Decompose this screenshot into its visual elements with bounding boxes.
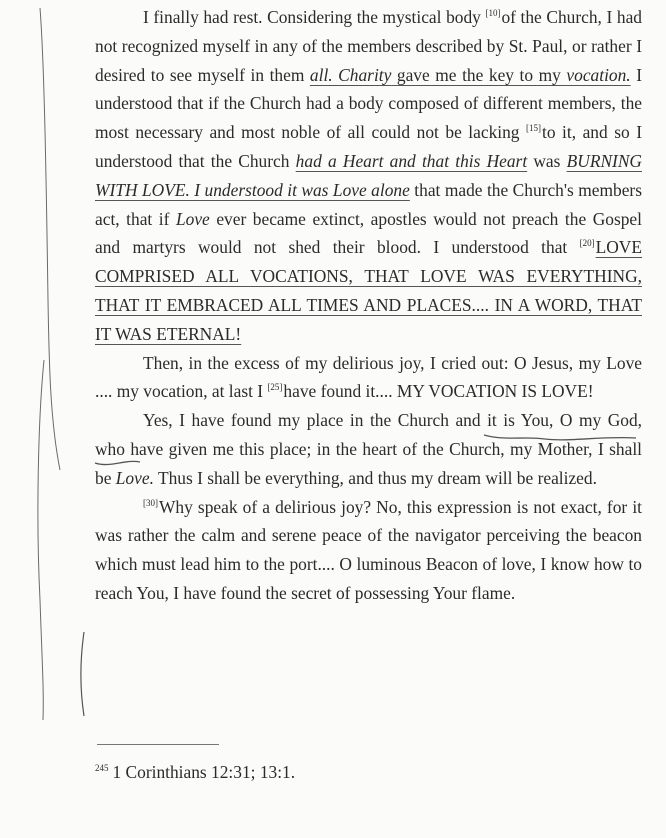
footnote-divider [97, 744, 219, 745]
line-marker-15: [15] [526, 123, 542, 134]
p1-emph-charity: all. Charity [309, 64, 392, 85]
p1-emph-burning: BURNING WITH LOVE. I understood it was Love alone [95, 150, 642, 200]
p1-caps-love-comprised: LOVE COMPRISED ALL VOCATIONS, THAT LOVE WAS EVERYTHING, THAT IT EMBRACED ALL TIMES AND PLACES.... IN A WORD, THAT IT WAS ETERNAL! [95, 237, 642, 344]
p1-text: that made the Church's members act, that if [95, 179, 642, 229]
footnote-number: 245 [95, 763, 109, 773]
p1-underlined: gave me the key to my [391, 64, 567, 85]
p2-text: have found it.... MY VOCATION IS LOVE! [283, 381, 594, 402]
line-marker-10: [10] [485, 8, 501, 18]
main-text [95, 3, 642, 608]
footnote-text: 1 Corinthians 12:31; 13:1. [112, 762, 296, 782]
paragraph-4 [95, 493, 642, 608]
line-marker-30: [30] [143, 497, 158, 508]
p1-text: I understood that if the Church had a body composed of different members, the most necessary and most noble of all could not be lacking [95, 64, 642, 143]
p1-emph-love: Love [175, 208, 210, 229]
footnote [95, 759, 295, 785]
line-marker-25: [25] [267, 382, 283, 393]
p1-text: to it, and so I understood that the Church [95, 122, 642, 171]
p2-text: Then, in the excess of my delirious joy, I cried out: O Jesus, my Love .... my vocation, at last I [95, 352, 642, 402]
paragraph-2 [95, 349, 642, 407]
paragraph-3 [95, 406, 642, 492]
p1-text: was [527, 150, 567, 171]
p3-text: Thus I shall be everything, and thus my dream will be realized. [153, 467, 597, 488]
p4-text: Why speak of a delirious joy? No, this expression is not exact, for it was rather the calm and serene peace of the navigator perceiving the beacon which must lead him to the port.... O luminous Beacon of love, I know how to reach You, I have found the secret of possessing Your flame. [95, 496, 642, 603]
margin-bracket-bottom [81, 632, 84, 716]
p1-text: of the Church, I had not recognized myself in any of the members described by St. Paul, or rather I desired to see myself in them [95, 7, 642, 85]
margin-line-top [40, 8, 60, 470]
p3-text: Yes, I have found my place in the Church and it is You, O my God, who have given me this place; in the heart of the Church, my Mother, I shall be [95, 410, 642, 488]
p1-emph-vocation: vocation. [566, 64, 631, 85]
p1-emph-heart: had a Heart and that this Heart [295, 150, 528, 171]
p3-emph-love: Love. [115, 467, 154, 488]
line-marker-20: [20] [579, 238, 595, 249]
p1-text: ever became extinct, apostles would not preach the Gospel and martyrs would not shed their blood. I understood that [95, 208, 642, 258]
margin-bracket-left [38, 360, 44, 720]
paragraph-1 [95, 3, 642, 349]
p1-text: I finally had rest. Considering the mystical body [143, 7, 486, 27]
